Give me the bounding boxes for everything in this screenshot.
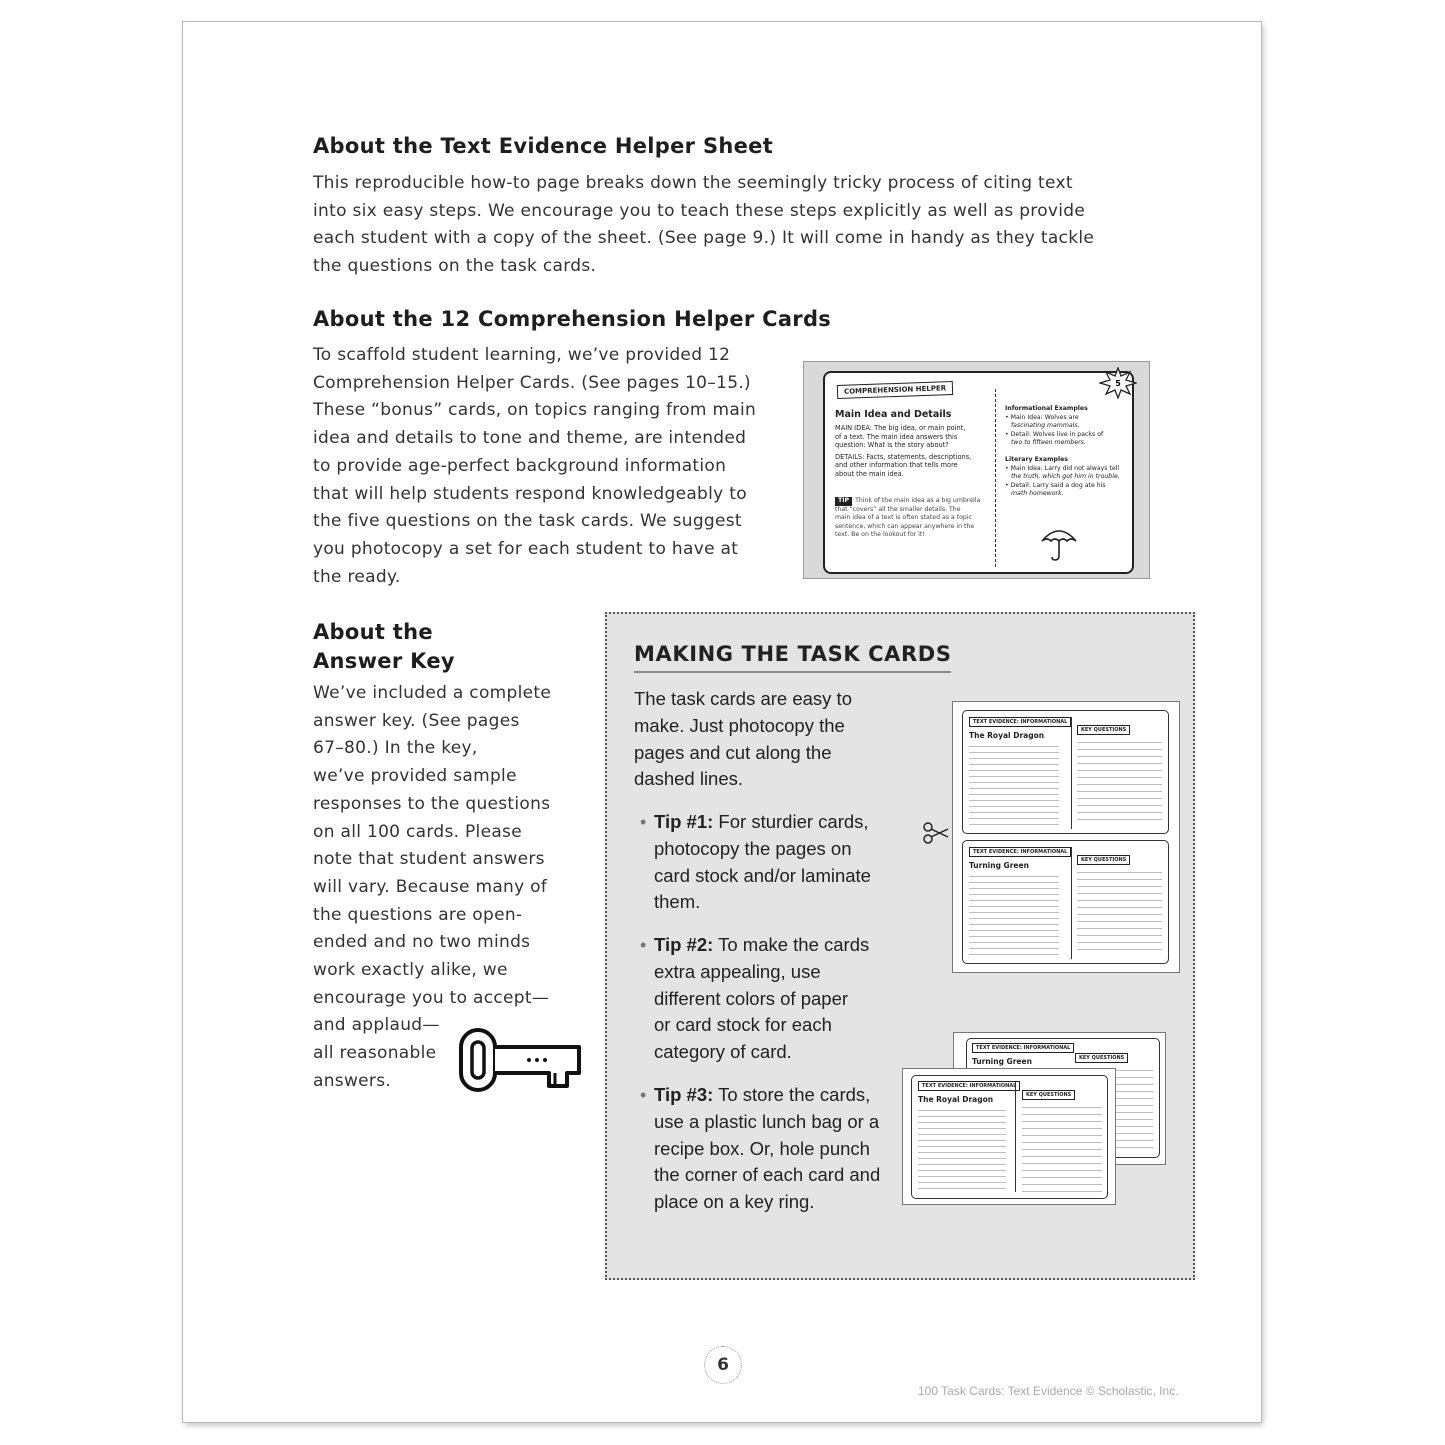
text-line: MAIN IDEA: The big idea, or main point,: [835, 424, 966, 432]
umbrella-icon: [1039, 523, 1079, 563]
text-line: into six easy steps. We encourage you to teach these steps explicitly as well as provide: [313, 200, 1086, 221]
text-line: use a plastic lunch bag or a: [654, 1110, 880, 1132]
paragraph-helper-cards: [313, 342, 793, 591]
thumb-divider: [1071, 847, 1072, 959]
text-line: ended and no two minds: [313, 932, 531, 953]
text-line: and applaud—: [313, 1015, 440, 1036]
stacked-card-front-inner: [911, 1075, 1108, 1199]
thumb-divider: [1015, 1082, 1016, 1192]
helper-card-examples: [1005, 405, 1125, 499]
text-line: photocopy the pages on: [654, 837, 852, 859]
helper-card-badge: 5: [1115, 379, 1121, 388]
text-line: that will help students respond knowledgeably to: [313, 483, 747, 504]
helper-card-label: COMPREHENSION HELPER: [837, 381, 954, 399]
text-line: we’ve provided sample: [313, 766, 517, 787]
text-line: on all 100 cards. Please: [313, 821, 522, 842]
tip-label: Tip #2:: [654, 934, 714, 955]
text-line: text. Be on the lookout for it!: [835, 531, 925, 539]
bullet-icon: •: [640, 812, 647, 832]
text-line: dashed lines.: [634, 768, 744, 790]
task-cards-box: [605, 612, 1195, 1280]
text-line: recipe box. Or, hole punch: [654, 1137, 870, 1159]
text-line: different colors of paper: [654, 987, 849, 1009]
text-line: the truth, which got him in trouble.: [1011, 473, 1120, 481]
tip-2: [640, 932, 904, 1066]
text-line: or card stock for each: [654, 1014, 832, 1036]
text-line: • Detail: Wolves live in packs of: [1005, 430, 1104, 438]
thumb-text-lines: [969, 743, 1059, 825]
text-line: extra appealing, use: [654, 960, 821, 982]
helper-card-definitions: [835, 424, 985, 479]
text-line: all reasonable: [313, 1043, 437, 1064]
footer-credit: 100 Task Cards: Text Evidence © Scholastic, Inc.: [918, 1384, 1179, 1398]
text-line: fascinating mammals.: [1011, 422, 1080, 430]
text-line: 67–80.) In the key,: [313, 738, 478, 759]
key-icon: [459, 1028, 583, 1096]
text-line: answer key. (See pages: [313, 710, 520, 731]
text-line: place on a key ring.: [654, 1191, 815, 1213]
heading-helper-cards: About the 12 Comprehension Helper Cards: [313, 307, 832, 331]
text-line: math homework.: [1011, 490, 1064, 498]
text-line: We’ve included a complete: [313, 683, 552, 703]
text-line: pages and cut along the: [634, 741, 832, 763]
tip-label: Tip #3:: [654, 1084, 714, 1105]
document-page: [183, 22, 1261, 1422]
thumb-card-label: TEXT EVIDENCE: INFORMATIONAL: [918, 1081, 1020, 1091]
text-line: the five questions on the task cards. We suggest: [313, 511, 742, 532]
text-line: work exactly alike, we: [313, 960, 508, 981]
helper-card-title: Main Idea and Details: [835, 409, 952, 420]
text-line: category of card.: [654, 1041, 792, 1063]
text-line: The task cards are easy to: [634, 688, 852, 709]
text-line: will vary. Because many of: [313, 876, 548, 897]
text-line: each student with a copy of the sheet. (See page 9.) It will come in handy as they tackle: [313, 228, 1095, 249]
text-line: of a text. The main idea answers this: [835, 432, 958, 441]
heading-line: Answer Key: [313, 649, 455, 673]
thumb-text-lines: [969, 873, 1059, 955]
text-line: the questions on the task cards.: [313, 256, 597, 277]
heading-answer-key: [313, 618, 455, 676]
helper-card-image: [803, 361, 1150, 579]
tip-3: [640, 1082, 904, 1216]
text-line: Think of the main idea as a big umbrella: [855, 497, 981, 504]
text-line: • Main Idea: Larry did not always tell: [1005, 464, 1120, 472]
thumb-key-questions: KEY QUESTIONS: [1022, 1090, 1075, 1100]
card-divider: [995, 389, 996, 567]
text-line: encourage you to accept—: [313, 987, 550, 1008]
text-line: Comprehension Helper Cards. (See pages 10–15.): [313, 372, 751, 393]
scissors-icon: [923, 822, 949, 844]
heading-helper-sheet: About the Text Evidence Helper Sheet: [313, 134, 774, 158]
thumb-question-lines: [1077, 869, 1162, 955]
text-line: For sturdier cards,: [713, 811, 869, 832]
examples-heading: Literary Examples: [1005, 455, 1068, 463]
text-line: two to fifteen members.: [1011, 439, 1086, 447]
thumb-card-title: Turning Green: [972, 1057, 1032, 1066]
helper-card: [823, 371, 1134, 574]
task-box-intro: [634, 686, 894, 793]
thumb-card-label: TEXT EVIDENCE: INFORMATIONAL: [972, 1043, 1074, 1053]
text-line: • Detail: Larry said a dog ate his: [1005, 481, 1106, 489]
thumb-card-title: Turning Green: [969, 861, 1029, 870]
text-line: about the main idea.: [835, 469, 904, 478]
text-line: card stock and/or laminate: [654, 864, 871, 886]
text-line: main idea of a text is often stated as a topic: [835, 514, 972, 522]
text-line: sentence, which can appear anywhere in the: [835, 522, 975, 530]
text-line: you photocopy a set for each student to have at: [313, 538, 739, 559]
thumb-key-questions: KEY QUESTIONS: [1077, 855, 1130, 865]
page-number: 6: [704, 1346, 742, 1384]
text-line: the questions are open-: [313, 904, 523, 925]
starburst-icon: [1099, 367, 1137, 399]
text-line: DETAILS: Facts, statements, descriptions,: [835, 452, 972, 461]
heading-line: About the: [313, 620, 433, 644]
thumb-question-lines: [1022, 1104, 1102, 1192]
task-card-sheet-thumbnail: [952, 701, 1180, 973]
text-line: and other information that tells more: [835, 461, 958, 470]
thumb-key-questions: KEY QUESTIONS: [1075, 1053, 1128, 1063]
thumb-card-royal-dragon: [962, 710, 1169, 834]
thumb-question-lines: [1077, 739, 1162, 825]
bullet-icon: •: [640, 935, 647, 955]
text-line: To scaffold student learning, we’ve provided 12: [313, 345, 731, 365]
text-line: • Main Idea: Wolves are: [1005, 413, 1079, 421]
thumb-card-label: TEXT EVIDENCE: INFORMATIONAL: [969, 847, 1071, 857]
thumb-card-turning-green: [962, 840, 1169, 964]
thumb-divider: [1071, 717, 1072, 829]
task-box-title: MAKING THE TASK CARDS: [634, 642, 952, 666]
paragraph-helper-sheet: [313, 170, 1173, 281]
thumb-card-label: TEXT EVIDENCE: INFORMATIONAL: [969, 717, 1071, 727]
text-line: idea and details to tone and theme, are intended: [313, 428, 747, 449]
stacked-card-front: [902, 1068, 1116, 1205]
thumb-card-title: The Royal Dragon: [918, 1095, 994, 1104]
examples-heading: Informational Examples: [1005, 405, 1088, 412]
text-line: the ready.: [313, 566, 401, 587]
text-line: make. Just photocopy the: [634, 714, 845, 736]
text-line: This reproducible how-to page breaks down the seemingly tricky process of citing text: [313, 173, 1073, 193]
text-line: to provide age-perfect background information: [313, 455, 727, 476]
text-line: These “bonus” cards, on topics ranging from main: [313, 400, 757, 421]
text-line: question: What is the story about?: [835, 441, 949, 450]
text-line: answers.: [313, 1070, 392, 1091]
title-underline: [634, 671, 951, 673]
text-line: that “covers” all the smaller details. The: [835, 505, 961, 513]
thumb-card-title: The Royal Dragon: [969, 731, 1045, 740]
tip-1: [640, 809, 904, 916]
text-line: To make the cards: [713, 934, 870, 955]
tip-label: Tip #1:: [654, 811, 714, 832]
text-line: To store the cards,: [713, 1084, 871, 1105]
text-line: responses to the questions: [313, 793, 551, 814]
text-line: note that student answers: [313, 849, 545, 870]
tip-label: TIP: [835, 497, 852, 506]
text-line: them.: [654, 891, 701, 913]
bullet-icon: •: [640, 1085, 647, 1105]
thumb-text-lines: [918, 1107, 1006, 1191]
text-line: the corner of each card and: [654, 1164, 881, 1186]
thumb-key-questions: KEY QUESTIONS: [1077, 725, 1130, 735]
helper-card-tip: [835, 497, 995, 540]
